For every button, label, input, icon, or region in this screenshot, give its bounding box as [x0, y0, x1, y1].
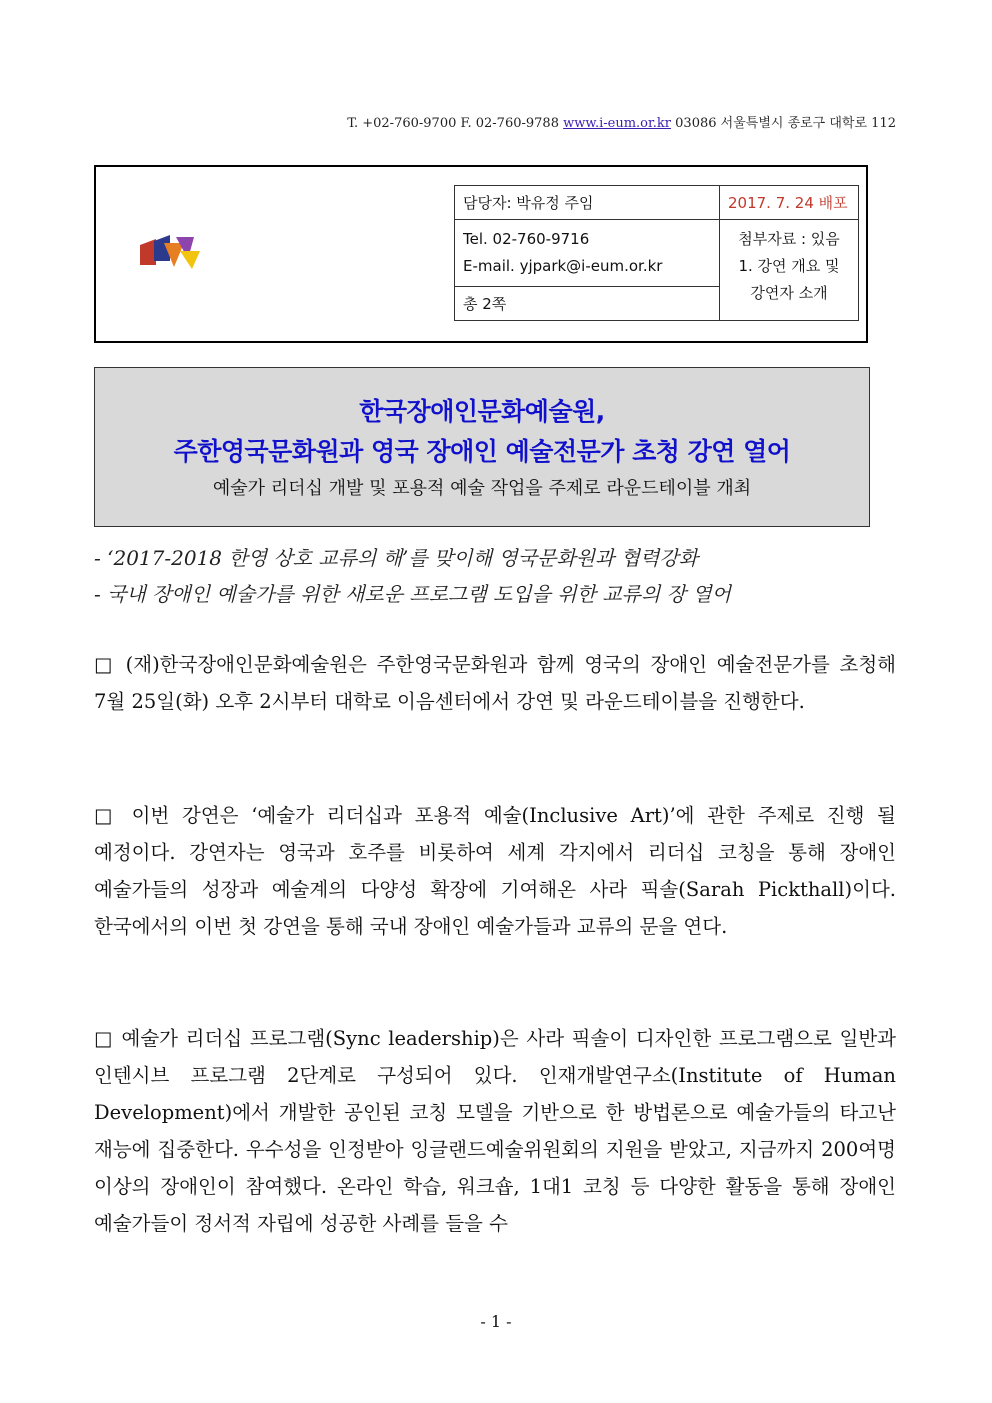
- summary-bullet: - 국내 장애인 예술가를 위한 새로운 프로그램 도입을 위한 교류의 장 열어: [94, 582, 731, 606]
- body-paragraph: □ 예술가 리더십 프로그램(Sync leadership)은 사라 픽솔이 디자인한 프로그램으로 일반과 인텐시브 프로그램 2단계로 구성되어 있다. 인재개발연구소(Institute of Human Development)에서 개발한 공인된 코칭 모델을 기반으로 한 방법론으로 예술가들의 타고난 재능에 집중한다. 우수성을 인정받아 잉글랜드예술위원회의 지원을 받았고, 지금까지 200여명 이상의 장애인이 참여했다. 온라인 학습, 워크숍, 1대1 코칭 등 다양한 활동을 통해 장애인 예술가들이 정서적 자립에 성공한 사례를 들을 수: [94, 1027, 896, 1235]
- attachment-item-1: 1. 강연 개요 및: [738, 257, 840, 275]
- contact-address: 03086 서울특별시 종로구 대학로 112: [675, 116, 896, 131]
- page-number: - 1 -: [480, 1312, 512, 1331]
- attachment-item-2: 강연자 소개: [750, 284, 828, 302]
- manager-cell: 담당자: 박유정 주임: [455, 186, 720, 220]
- attachment-text: 첨부자료 : 있음: [738, 230, 840, 248]
- page-count-cell: 총 2쪽: [455, 287, 720, 321]
- tel-text: Tel. 02-760-9716: [463, 230, 590, 248]
- contact-line: [347, 112, 896, 131]
- info-table: [454, 185, 859, 321]
- website-link[interactable]: www.i-eum.or.kr: [563, 116, 672, 131]
- headline-line-2: 주한영국문화원과 영국 장애인 예술전문가 초청 강연 열어: [173, 437, 791, 466]
- body-paragraph: □ 이번 강연은 ‘예술가 리더십과 포용적 예술(Inclusive Art)’에 관한 주제로 진행 될 예정이다. 강연자는 영국과 호주를 비롯하여 세계 각지에서 리더십 코칭을 통해 장애인 예술가들의 성장과 예술계의 다양성 확장에 기여해온 사라 픽솔(Sarah Pickthall)이다. 한국에서의 이번 첫 강연을 통해 국내 장애인 예술가들과 교류의 문을 연다.: [94, 804, 896, 938]
- title-box: [94, 367, 870, 527]
- organization-logo: [140, 231, 420, 279]
- contact-phone-fax: T. +02-760-9700 F. 02-760-9788: [347, 116, 559, 131]
- attachment-cell: [720, 220, 859, 321]
- contact-cell: [455, 220, 720, 287]
- body-paragraph: □ (재)한국장애인문화예술원은 주한영국문화원과 함께 영국의 장애인 예술전문가를 초청해 7월 25일(화) 오후 2시부터 대학로 이음센터에서 강연 및 라운드테이블을 진행한다.: [94, 653, 896, 713]
- release-date-cell: 2017. 7. 24 배포: [720, 186, 859, 220]
- logo-mark-icon: [140, 231, 202, 271]
- subheadline: 예술가 리더십 개발 및 포용적 예술 작업을 주제로 라운드테이블 개최: [212, 478, 752, 499]
- email-text: E-mail. yjpark@i-eum.or.kr: [463, 257, 663, 275]
- headline-line-1: 한국장애인문화예술원,: [359, 397, 605, 426]
- summary-bullet: - ‘2017-2018 한영 상호 교류의 해’를 맞이해 영국문화원과 협력강화: [94, 546, 698, 570]
- header-box: [94, 165, 868, 343]
